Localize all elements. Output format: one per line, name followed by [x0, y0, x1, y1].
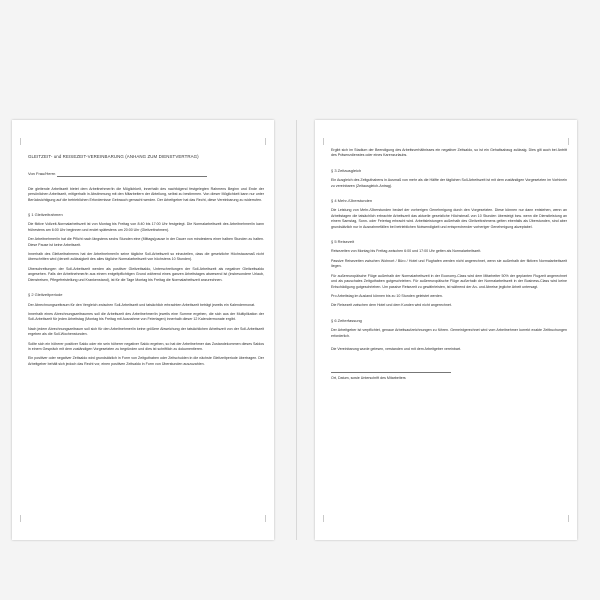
crop-mark [568, 515, 569, 522]
section-paragraph: Passive Reisezeiten zwischen Wohnort / Büro / Hotel und Flughafen werden nicht angerechnet, wenn sie außerhalb der fiktiven Normalarbeitszeit liegen. [331, 258, 567, 269]
section-heading: § 6 Zeiterfassung [331, 317, 362, 323]
crop-mark [323, 515, 324, 522]
crop-mark [568, 138, 569, 145]
section-paragraph: Der Arbeitgeber ist verpflichtet, genaue Arbeitsaufzeichnungen zu führen. Gemeinlgerechnet wird vom Arbeitnehmer korrekt exakte Zeitbuchungen erforderlich. [331, 328, 567, 338]
page-gutter [296, 120, 297, 540]
section-paragraph: Innerhalb eines Abrechnungszeitraumes soll die Arbeitszeit des Arbeitnehmer/in jeweils eine Summe ergeben, die sich aus der Multiplikation der Soll-Arbeitszeit für jeden Arbeitstag (Montag bis Freitag mit Ausnahme von Feiertagen) innerhalb dieser 12 Kalendermonate ergibt. [28, 311, 264, 322]
section-paragraph: Die Leistung von Mehr-/Überstunden bedarf der vorherigen Genehmigung durch den Vorgesetzten. Diese können nur dann entstehen, wenn an Arbeitstagen die tatsächlich erbrachte Arbeitszeit das aktuelle gesetzliche Höchstmaß von 10 Stunden übersteigt bzw. wenn die Dienstleistung an einem Samstag, Sonn- oder Feiertag erbracht wird. Arbeitsleistungen außerhalb des Gleitzeitrahmens gelten ebenfalls als Überstunden, sind aber grundsätzlich nur in Ausnahmefällen bei betrieblichen Notwendigkeit und entsprechender vorheriger Genehmigung akzeptabel. [331, 208, 567, 229]
section-paragraph: Der Abrechnungszeitraum für den Vergleich zwischen Soll-Arbeitszeit und tatsächlich erbrachten Arbeitszeit beträgt jeweils ein Kalendermonat. [28, 302, 256, 307]
section-paragraph: Nach jedem Abrechnungszeitraum soll sich für den Arbeitnehmer/in keine größere Abweichung der tatsächlichen Arbeitszeit von der Soll-Arbeitszeit ergeben als die Soll-Wochenstunden. [28, 326, 264, 337]
closing-paragraph: Die Vereinbarung wurde gelesen, verstanden und mit dem Arbeitgeber vereinbart. [331, 346, 462, 351]
signature-label: Ort, Datum, sowie Unterschrift des Mitarbeiters [331, 376, 406, 381]
section-heading: § 5 Reisezeit [331, 239, 355, 245]
crop-mark [265, 515, 266, 522]
page-right [315, 120, 577, 540]
section-paragraph: Innerhalb des Gleitzeitrahmens hat der Arbeitnehmer/in seine tägliche Soll-Arbeitszeit so einzuteilen, dass die gesetzliche Höchstausmaß nicht überschritten wird (derzeit zulässigkeit des alles tägliche Normalarbeitszeit von höchstens 10 Stunden). [28, 252, 264, 262]
crop-mark [20, 138, 21, 145]
signature-line [331, 362, 451, 373]
left-sections [28, 212, 264, 367]
intro-paragraph: Die gleitende Arbeitszeit bietet dem Arbeitnehmer/in die Möglichkeit, innerhalb des nachfolgend festgelegten Rahmens Beginn und Ende der persönlichen Arbeitszeit, mitigerhalb in Abstimmung mit den Mitarbeitern der Abteilung, selbst zu bestimmen. Von dieser Möglichkeit kann nur unter Berücksichtigung auf die betrieblichen Erfordernisse Gebrauch gemacht werden. Der Arbeitgeber hat das Recht, diese Vereinbarung zu widerrufen. [28, 186, 264, 202]
section-heading: § 4 Mehr-/Überstunden [331, 198, 373, 204]
document-title: GLEITZEIT- und REISEZEIT-VEREINBARUNG (ANHANG ZUM DIENSTVERTRAG) [28, 154, 199, 159]
section-heading: § 2 Gleitzeitperiode [28, 292, 63, 298]
right-sections [331, 168, 567, 339]
page-right-content [331, 148, 567, 382]
section-paragraph: Sollte sich ein höherer positiver Saldo oder ein sein höherer negativer Saldo ergeben, so hat der Arbeitnehmer das Zustandekommen dieses Saldos in einem Gespräch mit dem zuständigen Vorgesetzten zu begründen und dies ist schriftlich zu dokumentieren. [28, 341, 264, 351]
section-paragraph: Ein Ausgleich des Zeitguthabens in Ausmaß von mehr als die Hälfte der täglichen Soll-Arbeitszeit ist mit dem zuständigen Vorgesetzten im Vorhinein zu vereinbaren (Zeitausgleich-Antrag). [331, 178, 567, 188]
section-paragraph: Reisezeiten von Montag bis Freitag zwischen 6:00 und 17:00 Uhr gelten als Normalarbeitszeit. [331, 249, 482, 254]
section-paragraph: Der Arbeitnehmer/in hat die Pflicht nach längstens sechs Stunden eine (Mittags)pause in der Dauer von mindestens einer halben Stunden zu halten. Diese Pause ist keine Arbeitszeit. [28, 237, 264, 247]
section-paragraph: Ein positiver oder negativer Zeitsaldo wird grundsätzlich in Form von Zeitguthaben oder Zeitschulden in die nächste Gleitzeitperiode übertragen. Der Arbeitgeber behält sich jedoch das Recht vor, einen positiven Zeitsaldo in Form von Überstunden auszuzahlen. [28, 356, 264, 366]
section-paragraph: Für außereuropäische Flüge außerhalb der Normalarbeitszeit in der Economy-Class wird dem Mitarbeiter 50% der geplanten Flugzeit angerechnet und als pauschales Zeitguthaben gutgeschrieben. Für außereuropäische Flüge außerhalb der Normalarbeitszeit in der Business-Class wird keine Entschädigung gutgeschrieben. Um passive Reisezeit zu gewährleisten, ist während der An- und Abreise jegliche Arbeit untersagt. [331, 273, 567, 289]
opening-paragraph: Ergibt sich im Stadium der Beendigung des Arbeitsverhältnisses ein negativer Zeitsaldo, so ist ein Gehaltsabzug zulässig. Dies gilt auch bei Antritt des Präsenzdienstes oder eines Karenzurlaubs. [331, 148, 567, 158]
section-heading: § 1 Gleitzeitrahmen [28, 212, 63, 218]
section-paragraph: Pro Arbeitstag im Ausland können bis zu 10 Stunden geleistet werden. [331, 293, 443, 298]
section-paragraph: Die Reisezeit zwischen dem Hotel und dem Kunden wird nicht angerechnet. [331, 303, 452, 308]
page-left [12, 120, 274, 540]
section-paragraph: Die fiktive Vollzeit-Normalarbeitszeit ist von Montag bis Freitag von 8:40 bis 17:00 Uhr festgelegt. Die Normalarbeitszeit des Arbeitnehmer/in kann frühestens am 6:00 Uhr beginnen und endet spätestens um 20:00 Uhr (Gleitzeitrahmen). [28, 222, 264, 232]
crop-mark [323, 138, 324, 145]
from-line [28, 171, 264, 176]
name-blank-line [57, 172, 207, 177]
section-heading: § 3 Zeitausgleich [331, 167, 362, 173]
crop-mark [20, 515, 21, 522]
section-paragraph: Überschreitungen der Soll-Arbeitszeit werden als positiver Gleitzeitsaldo, Unterschreitungen der Soll-Arbeitszeit als negativer Gleitzeitsaldo angesehen. Falls der Arbeitnehmer/in aus einem entgeltpflichtigen Grund während eines ganzen Arbeitstages abwesend ist (insbesondere Urlaub, Dienstreisen, Pflegefreistellung und Krankenstand), ist für die Tage Montag bis Freitag die Normalarbeitszeit anzurechnen. [28, 266, 264, 282]
from-label: Von Frau/Herrn [28, 171, 56, 177]
page-left-content [28, 154, 264, 371]
crop-mark [265, 138, 266, 145]
